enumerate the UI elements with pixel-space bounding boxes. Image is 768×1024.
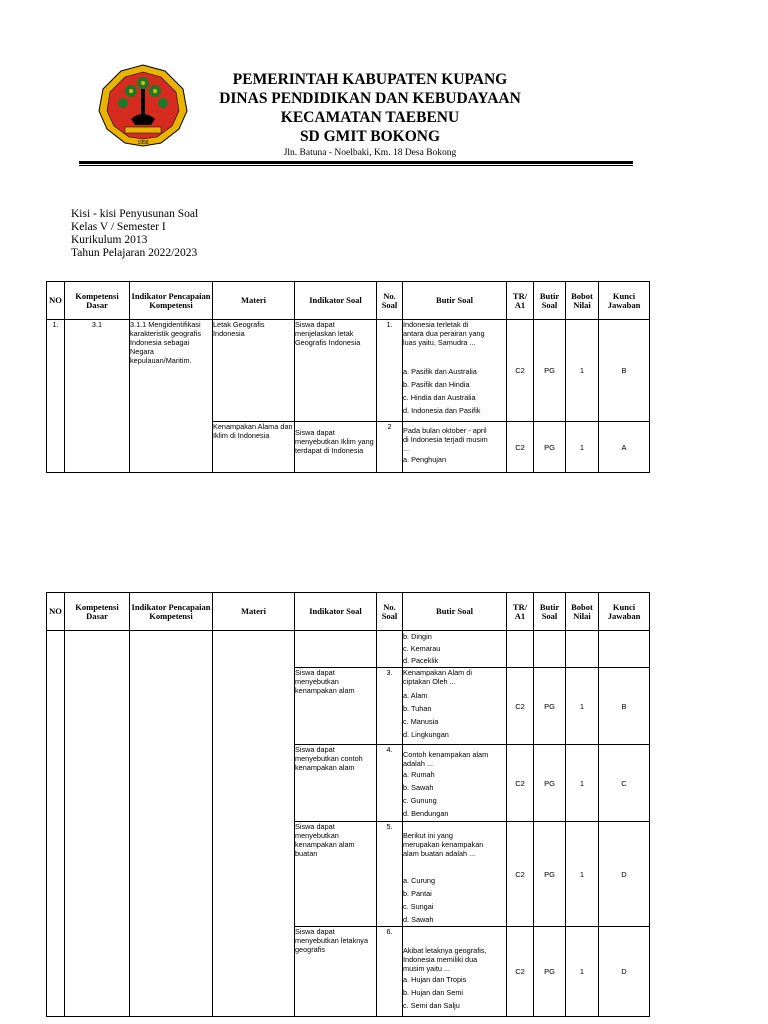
col-bs: Butir Soal	[534, 593, 566, 631]
option-c: c. Gunung	[403, 796, 437, 805]
row-tr: C2	[507, 745, 534, 822]
kisi-table-2	[46, 592, 650, 1017]
col-indikator: Indikator Soal	[295, 593, 377, 631]
row-butir	[403, 822, 507, 927]
row-bs: PG	[534, 927, 566, 1017]
col-bs: Butir Soal	[534, 282, 566, 320]
question-text: merupakan kenampakan	[403, 840, 484, 849]
row-tr: C2	[507, 320, 534, 422]
option-a: a. Hujan dan Tropis	[403, 975, 467, 984]
letterhead	[180, 70, 560, 158]
row-indikator: Siswa dapat menyebutkan kenampakan alam	[295, 668, 377, 745]
row-kunci: B	[599, 668, 650, 745]
row-nosoal: 4.	[377, 745, 403, 822]
letterhead-address: Jln. Batuna - Noelbaki, Km. 18 Desa Bokong	[283, 148, 457, 158]
col-tr: TR/ A1	[507, 282, 534, 320]
option-a: a. Rumah	[403, 770, 435, 779]
info-kelas: Kelas V / Semester I	[71, 221, 166, 233]
col-butir: Butir Soal	[403, 282, 507, 320]
letterhead-line-4: SD GMIT BOKONG	[299, 128, 441, 145]
row-kunci: B	[599, 320, 650, 422]
option-b: b. Tuhan	[403, 704, 432, 713]
row-kd	[65, 631, 130, 1017]
col-bobot: Bobot Nilai	[566, 282, 599, 320]
row-indikator: Siswa dapat menyebutkan Iklim yang terdapat di Indonesia	[295, 422, 377, 473]
info-kurikulum: Kurikulum 2013	[71, 234, 148, 246]
option-a: a. Curung	[403, 876, 436, 885]
col-ipk: Indikator Pencapaian Kompetensi	[130, 593, 213, 631]
col-kunci: Kunci Jawaban	[599, 282, 650, 320]
row-butir	[403, 668, 507, 745]
col-kd: Kompetensi Dasar	[65, 593, 130, 631]
question-text: Pada bulan oktober - april	[403, 426, 487, 435]
document-info	[71, 208, 198, 260]
letterhead-line-3: KECAMATAN TAEBENU	[280, 109, 460, 126]
row-materi: Letak Geografis Indonesia	[213, 320, 295, 422]
question-text: ciptakan Oleh ...	[403, 677, 456, 686]
option-b: b. Sawah	[403, 783, 434, 792]
option-d: d. Lingkungan	[403, 730, 449, 739]
col-butir: Butir Soal	[403, 593, 507, 631]
question-text: Kenampakan Alam di	[403, 668, 472, 677]
question-text: musim yaitu ...	[403, 964, 451, 973]
option-a: a. Alam	[403, 691, 428, 700]
info-tahun: Tahun Pelajaran 2022/2023	[71, 247, 198, 259]
question-text: Akibat letaknya geografis,	[403, 946, 487, 955]
row-kunci: D	[599, 927, 650, 1017]
row-no	[47, 631, 65, 1017]
row-bobot: 1	[566, 422, 599, 473]
question-text: antara dua perairan yang	[403, 329, 485, 338]
row-indikator: Siswa dapat menjelaskan letak Geografis Indonesia	[295, 320, 377, 422]
option-c: c. Sungai	[403, 902, 434, 911]
row-bobot: 1	[566, 320, 599, 422]
option-d: d. Sawah	[403, 915, 434, 924]
col-tr: TR/ A1	[507, 593, 534, 631]
question-text: alam buatan adalah ...	[403, 849, 476, 858]
letterhead-line-1: PEMERINTAH KABUPATEN KUPANG	[232, 71, 508, 88]
row-butir	[403, 320, 507, 422]
row-bobot	[566, 631, 599, 668]
option-d: d. Bendungan	[403, 809, 449, 818]
col-no: NO	[47, 593, 65, 631]
kisi-table-1	[46, 281, 650, 473]
row-indikator: Siswa dapat menyebutkan contoh kenampakan alam	[295, 745, 377, 822]
option-d: d. Paceklik	[403, 656, 439, 665]
option-c: c. Semi dan Salju	[403, 1001, 460, 1010]
info-title: Kisi - kisi Penyusunan Soal	[71, 208, 199, 220]
col-ipk: Indikator Pencapaian Kompetensi	[130, 282, 213, 320]
col-kd: Kompetensi Dasar	[65, 282, 130, 320]
row-bs: PG	[534, 745, 566, 822]
row-butir	[403, 422, 507, 473]
letterhead-divider-thin	[79, 165, 633, 166]
row-nosoal: 5.	[377, 822, 403, 927]
col-materi: Materi	[213, 282, 295, 320]
question-text: luas yaitu, Samudra ...	[403, 338, 476, 347]
row-indikator: Siswa dapat menyebutkan letaknya geografis	[295, 927, 377, 1017]
question-text: di Indonesia terjadi musim	[403, 435, 488, 444]
table-row	[47, 631, 650, 668]
option-c: c. Kemarau	[403, 644, 441, 653]
option-a: a. Penghujan	[403, 455, 447, 464]
row-no: 1.	[47, 320, 65, 473]
row-butir	[403, 631, 507, 668]
row-kunci: D	[599, 822, 650, 927]
col-nosoal: No. Soal	[377, 282, 403, 320]
row-indikator: Siswa dapat menyebutkan kenampakan alam buatan	[295, 822, 377, 927]
question-text: Contoh kenampakan alam	[403, 750, 489, 759]
table-row	[47, 320, 650, 422]
option-a: a. Pasifik dan Australia	[403, 367, 477, 376]
row-tr: C2	[507, 822, 534, 927]
row-bs: PG	[534, 422, 566, 473]
col-nosoal: No. Soal	[377, 593, 403, 631]
option-c: c. Hindia dan Australia	[403, 393, 476, 402]
option-c: c. Manusia	[403, 717, 439, 726]
row-nosoal: 1.	[377, 320, 403, 422]
row-kunci	[599, 631, 650, 668]
row-tr	[507, 631, 534, 668]
row-indikator	[295, 631, 377, 668]
option-b: b. Dingin	[403, 632, 432, 641]
letterhead-line-2: DINAS PENDIDIKAN DAN KEBUDAYAAN	[219, 90, 521, 107]
table-header-row	[47, 282, 650, 320]
row-nosoal: 6.	[377, 927, 403, 1017]
row-nosoal: 3.	[377, 668, 403, 745]
col-no: NO	[47, 282, 65, 320]
col-materi: Materi	[213, 593, 295, 631]
option-b: b. Pasifik dan Hindia	[403, 380, 470, 389]
row-butir	[403, 745, 507, 822]
question-text: Berikut ini yang	[403, 831, 453, 840]
row-materi: Kenampakan Alama dan Iklim di Indonesia	[213, 422, 295, 473]
row-bs	[534, 631, 566, 668]
table-header-row	[47, 593, 650, 631]
row-bobot: 1	[566, 745, 599, 822]
row-bobot: 1	[566, 822, 599, 927]
row-nosoal	[377, 631, 403, 668]
option-d: d. Indonesia dan Pasifik	[403, 406, 481, 415]
row-bs: PG	[534, 668, 566, 745]
school-emblem-logo	[95, 63, 191, 147]
col-indikator: Indikator Soal	[295, 282, 377, 320]
col-bobot: Bobot Nilai	[566, 593, 599, 631]
row-materi	[213, 631, 295, 1017]
row-tr: C2	[507, 422, 534, 473]
question-text: Indonesia terletak di	[403, 320, 469, 329]
row-bs: PG	[534, 822, 566, 927]
option-b: b. Hujan dan Semi	[403, 988, 464, 997]
row-kunci: C	[599, 745, 650, 822]
row-kunci: A	[599, 422, 650, 473]
logo-year: 1958	[137, 140, 149, 146]
question-text: ...	[403, 444, 410, 453]
row-ipk: 3.1.1 Mengidentifikasi karakteristik geografis Indonesia sebagai Negara kepulauan/Maritim.	[130, 320, 213, 473]
row-bobot: 1	[566, 668, 599, 745]
letterhead-divider	[79, 161, 633, 164]
row-bs: PG	[534, 320, 566, 422]
row-butir	[403, 927, 507, 1017]
row-tr: C2	[507, 668, 534, 745]
row-kd: 3.1	[65, 320, 130, 473]
row-bobot: 1	[566, 927, 599, 1017]
question-text: Indonesia memiliki dua	[403, 955, 478, 964]
col-kunci: Kunci Jawaban	[599, 593, 650, 631]
question-text: adalah ...	[403, 759, 434, 768]
option-b: b. Pantai	[403, 889, 432, 898]
row-nosoal: 2	[377, 422, 403, 473]
row-tr: C2	[507, 927, 534, 1017]
row-ipk	[130, 631, 213, 1017]
